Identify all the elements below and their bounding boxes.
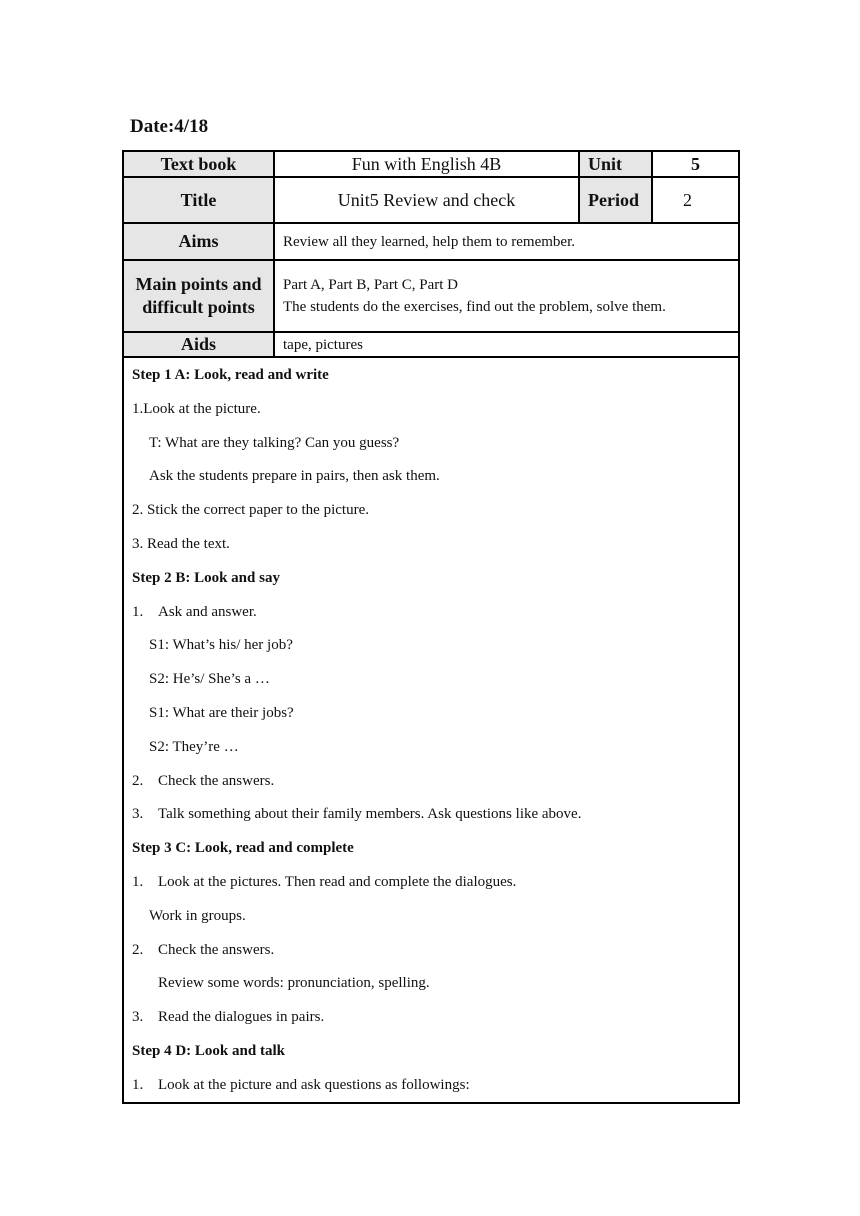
unit-label: Unit [579,151,652,177]
main-points-cell [274,260,739,332]
step-3-text: Look at the pictures. Then read and complete the dialogues. [158,873,517,890]
step-1-line: Ask the students prepare in pairs, then ask them. [149,468,440,485]
procedure-row [123,357,739,1103]
list-number: 2. [132,772,144,789]
step-1-title: Step 1 A: Look, read and write [132,367,329,383]
step-2-line: S1: What are their jobs? [149,704,294,721]
step-2-text: Ask and answer. [158,603,257,620]
period-label: Period [579,177,652,223]
aids-label: Aids [123,332,274,357]
procedure-cell [123,357,739,1103]
step-4-title: Step 4 D: Look and talk [132,1042,285,1059]
step-1-line: 1.Look at the picture. [132,400,261,417]
list-number: 2. [132,941,144,958]
step-2-line: S1: What’s his/ her job? [149,637,293,654]
step-2-line [132,764,738,798]
step-1-line: 2. Stick the correct paper to the picture. [132,502,369,519]
step-2-line [132,595,738,629]
date-heading: Date:4/18 [130,116,209,137]
step-3-title: Step 3 C: Look, read and complete [132,840,354,857]
step-1-line: T: What are they talking? Can you guess? [149,434,400,451]
step-4-line [132,1068,738,1102]
list-number: 1. [132,1076,144,1093]
aids-row [123,332,739,357]
lesson-plan-table [122,150,740,1104]
unit-value: 5 [652,151,739,177]
title-row [123,177,739,223]
step-2-text: Talk something about their family members. Ask questions like above. [158,806,582,823]
step-2-line: S2: He’s/ She’s a … [149,671,270,688]
main-points-label: Main points and difficult points [123,260,274,332]
step-3-text: Check the answers. [158,941,275,958]
textbook-label: Text book [123,151,274,177]
list-number: 3. [132,1009,144,1026]
aims-label: Aims [123,223,274,260]
step-3-text: Read the dialogues in pairs. [158,1009,325,1026]
textbook-row [123,151,739,177]
list-number: 1. [132,873,144,890]
aims-row [123,223,739,260]
aims-value: Review all they learned, help them to remember. [274,223,739,260]
list-number: 1. [132,603,144,620]
step-2-text: Check the answers. [158,772,275,789]
step-3-line: Work in groups. [149,907,246,924]
step-2-line: S2: They’re … [149,738,239,755]
main-points-line-2: The students do the exercises, find out the problem, solve them. [283,299,666,315]
step-3-line [132,865,738,899]
period-value: 2 [652,177,739,223]
list-number: 3. [132,806,144,823]
step-2-line [132,797,738,831]
main-points-row [123,260,739,332]
step-3-line: Review some words: pronunciation, spelling. [158,975,430,992]
step-3-line [132,933,738,967]
step-3-line [132,1000,738,1034]
step-1-line: 3. Read the text. [132,535,230,552]
main-points-line-1: Part A, Part B, Part C, Part D [283,277,458,293]
aids-value: tape, pictures [274,332,739,357]
title-value: Unit5 Review and check [274,177,579,223]
title-label: Title [123,177,274,223]
textbook-value: Fun with English 4B [274,151,579,177]
step-4-text: Look at the picture and ask questions as followings: [158,1076,470,1093]
step-2-title: Step 2 B: Look and say [132,569,280,586]
